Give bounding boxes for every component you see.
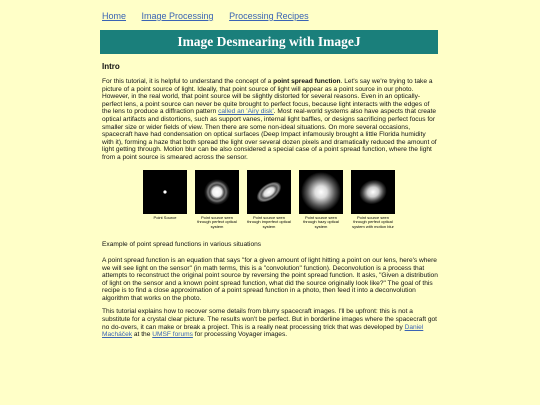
- intro-heading: Intro: [102, 62, 120, 71]
- intro-text-2: . Let's say we're trying to take a picture of a point source of light. Ideally, that point source of light will appear as a point source in our photo. However, in the real world, that point source will be slightly distorted for several reasons. Even in an optically-perfect lens, a point source can never be quite brought to perfect focus, because light interacts with the edges of the lens to produce a diffraction pattern: [102, 78, 433, 116]
- figure-item: [299, 170, 343, 230]
- intro-paragraph: [102, 78, 438, 162]
- psf-figure: [143, 170, 438, 230]
- page-title-banner: Image Desmearing with ImageJ: [100, 30, 438, 54]
- top-nav: [102, 11, 322, 21]
- point-source-image: [143, 170, 187, 214]
- figure-caption-text: Point source seen through hazy optical system: [303, 214, 339, 229]
- airy-disk-link[interactable]: called an 'Airy disk': [218, 108, 274, 116]
- nav-home-link[interactable]: Home: [102, 11, 127, 21]
- figure-item: [247, 170, 291, 230]
- figure-caption-text: Point Source: [153, 214, 177, 220]
- figure-caption-text: Point source seen through imperfect optical system: [247, 214, 291, 229]
- intro-bold-term: point spread function: [273, 78, 341, 85]
- motion-blur-image: [351, 170, 395, 214]
- psf-explanation-paragraph: A point spread function is an equation that says "for a given amount of light hitting a point on our lens, here's where we will see light on the sensor" (in math terms, this is a "convolution" function). Deconvolution is a process that attempts to reconstruct the original point source by reversing the point spread function. It asks, "Given a distribution of light on the sensor and a known point spread function, what did the source originally look like?" The goal of this recipe is to find a close approximation of a point spread function in a photo, then feed it into a deconvolution algorithm that works on the photo.: [102, 256, 438, 302]
- tutorial-text-1: This tutorial explains how to recover some details from blurry spacecraft images. I'll be upfront: this is not a substitute for a crystal clear picture. The results won't be perfect. But in borderline images where the spacecraft got no do-overs, it can make or break a project. This is a really neat processing trick that was developed by: [102, 308, 438, 331]
- figure-item: [351, 170, 395, 230]
- intro-text-3: . Most real-world systems also have aspects that create optical artifacts and distortions, such as support vanes, internal light baffles, or designs sacrificing perfect focus for smaller size or wider fields of view. Then there are some non-ideal situations. On more several occasions, spacecraft have had condensation on optical surfaces (Deep Impact infamously brought a little Florida humidity with it), forming a haze that both spread the light over several dozen pixels and dramatically reduced the amount of light getting through. Motion blur can be also considered a special case of a point spread function, where the light from a point source is smeared across the sensor.: [102, 108, 437, 161]
- airy-disk-image: [195, 170, 239, 214]
- umsf-forums-link[interactable]: UMSF forums: [152, 331, 193, 339]
- tutorial-text-2: at the: [132, 331, 153, 339]
- daniel-machacek-link[interactable]: Daniel Macháček: [102, 323, 424, 339]
- nav-processing-recipes-link[interactable]: Processing Recipes: [229, 11, 309, 21]
- figure-caption: Example of point spread functions in various situations: [102, 241, 262, 249]
- tutorial-text-3: for processing Voyager images.: [192, 331, 288, 339]
- figure-caption-text: Point source seen through perfect optical system: [197, 214, 237, 229]
- figure-item: [143, 170, 187, 230]
- tutorial-paragraph: [102, 308, 438, 338]
- figure-item: [195, 170, 239, 230]
- hazy-optics-image: [299, 170, 343, 214]
- figure-caption-text: Point source seen through perfect optical system with motion blur: [352, 214, 394, 229]
- intro-text-1: For this tutorial, it is helpful to understand the concept of a: [102, 78, 274, 85]
- main-content: [102, 62, 438, 345]
- nav-image-processing-link[interactable]: Image Processing: [141, 11, 214, 21]
- imperfect-optics-image: [247, 170, 291, 214]
